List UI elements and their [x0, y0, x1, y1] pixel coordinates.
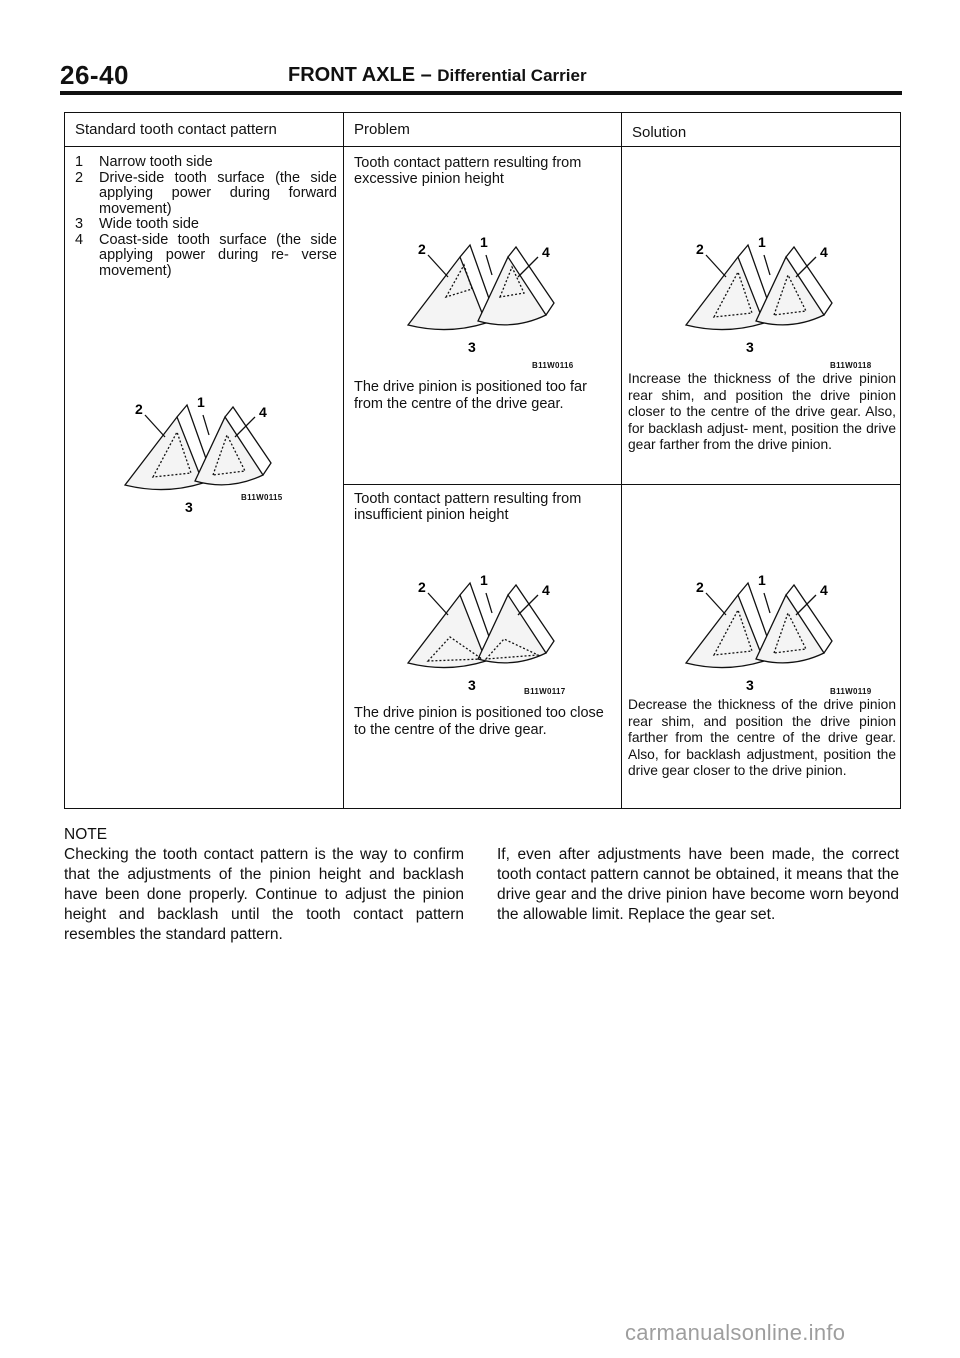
- gear-set-paragraph: If, even after adjustments have been made, the correct tooth contact pattern cannot be obtained, it means that the drive gear and the drive pinion have become worn beyond the allowable limit. Replace the gear set.: [497, 846, 899, 923]
- fig-label-2: 2: [696, 579, 704, 595]
- problem-title: Tooth contact pattern resulting from excessive pinion height: [354, 155, 582, 187]
- fig-label-3: 3: [746, 677, 754, 693]
- fig-label-1: 1: [197, 394, 205, 410]
- fig-label-3: 3: [185, 499, 193, 515]
- header-rule: [60, 91, 902, 95]
- fig-label-3: 3: [746, 339, 754, 355]
- list-item: 4 Coast-side tooth surface (the side applying power during re- verse movement): [75, 231, 337, 279]
- section-title: FRONT AXLE: [288, 64, 416, 86]
- figure-code: B11W0118: [830, 361, 872, 370]
- gear-figure-solution-decrease: [666, 565, 856, 695]
- fig-label-2: 2: [418, 241, 426, 257]
- header-problem: Problem: [344, 113, 622, 147]
- gear-figure-solution-increase: [666, 227, 856, 357]
- page-title: [288, 64, 587, 87]
- fig-label-4: 4: [820, 582, 828, 598]
- problem-cell-insufficient: [344, 485, 622, 809]
- gear-tooth-diagram: [666, 227, 856, 357]
- note-block: [64, 825, 464, 945]
- page-number: 26-40: [60, 60, 129, 90]
- note-text: Checking the tooth contact pattern is the way to confirm that the adjustments of the pinion height and backlash have been done properly. Continue to adjust the pinion height and backlash until the tooth contact pattern resembles the standard pattern.: [64, 846, 464, 943]
- fig-label-3: 3: [468, 677, 476, 693]
- fig-label-4: 4: [542, 582, 550, 598]
- page-header: [60, 58, 900, 94]
- fig-label-1: 1: [480, 234, 488, 250]
- problem-description: The drive pinion is positioned too far from the centre of the drive gear.: [354, 379, 587, 412]
- fig-label-4: 4: [542, 244, 550, 260]
- gear-figure-problem-insufficient: [388, 565, 578, 695]
- problem-title: Tooth contact pattern resulting from insufficient pinion height: [354, 491, 582, 523]
- standard-list: [75, 155, 337, 279]
- solution-cell-excessive: [622, 147, 901, 485]
- fig-label-4: 4: [820, 244, 828, 260]
- fig-label-3: 3: [468, 339, 476, 355]
- figure-code: B11W0115: [241, 493, 283, 502]
- solution-text: Increase the thickness of the drive pinion rear shim, and position the drive pinion closer to the centre of the drive gear. Also, for backlash adjust- ment, position the drive gear farther from the drive pinion.: [628, 371, 896, 452]
- subsection-title: Differential Carrier: [437, 66, 587, 85]
- gear-tooth-diagram: [666, 565, 856, 695]
- gear-figure-problem-excessive: [388, 227, 578, 357]
- header-solution: Solution: [622, 113, 901, 147]
- fig-label-1: 1: [480, 572, 488, 588]
- fig-label-2: 2: [418, 579, 426, 595]
- fig-label-1: 1: [758, 234, 766, 250]
- header-standard: Standard tooth contact pattern: [65, 113, 344, 147]
- list-item: 1 Narrow tooth side: [75, 154, 213, 170]
- figure-code: B11W0117: [524, 687, 566, 696]
- watermark: carmanualsonline.info: [625, 1320, 846, 1345]
- solution-text: Decrease the thickness of the drive pinion rear shim, and position the drive pinion farther from the centre of the drive gear. Also, for backlash adjustment, position the drive gear closer to the drive pinion.: [628, 697, 896, 778]
- gear-tooth-diagram: [388, 565, 578, 695]
- list-item: 2 Drive-side tooth surface (the side applying power during forward movement): [75, 169, 337, 217]
- gear-tooth-diagram: [388, 227, 578, 357]
- figure-code: B11W0116: [532, 361, 574, 370]
- problem-description: The drive pinion is positioned too close to the centre of the drive gear.: [354, 705, 604, 738]
- table-header-row: [65, 113, 901, 147]
- note-title: NOTE: [64, 826, 108, 843]
- list-item: 3 Wide tooth side: [75, 216, 199, 232]
- title-separator: –: [420, 64, 432, 86]
- table-row: [65, 147, 901, 485]
- tooth-contact-table: [64, 112, 901, 809]
- standard-cell: [65, 147, 344, 809]
- fig-label-1: 1: [758, 572, 766, 588]
- fig-label-2: 2: [135, 401, 143, 417]
- fig-label-2: 2: [696, 241, 704, 257]
- solution-cell-insufficient: [622, 485, 901, 809]
- figure-code: B11W0119: [830, 687, 872, 696]
- fig-label-4: 4: [259, 404, 267, 420]
- problem-cell-excessive: [344, 147, 622, 485]
